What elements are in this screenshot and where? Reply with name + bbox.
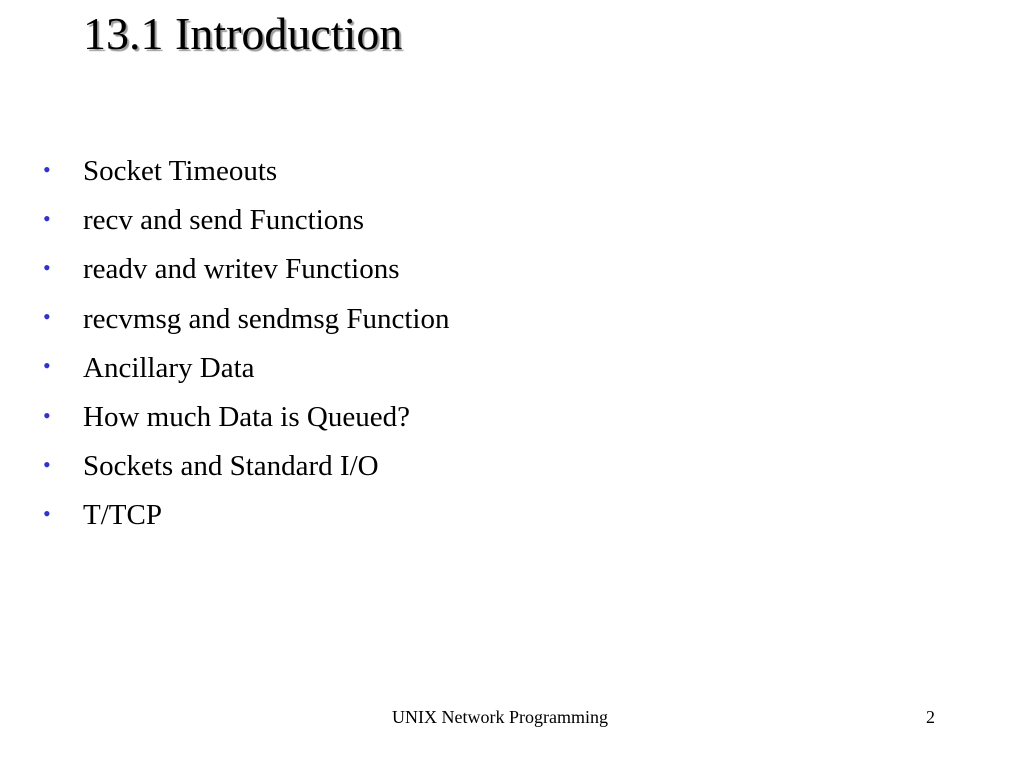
bullet-item xyxy=(43,147,449,196)
bullet-icon: • xyxy=(43,205,51,231)
slide-title: 13.1 Introduction xyxy=(83,8,403,59)
bullet-text: recvmsg and sendmsg Function xyxy=(83,302,450,335)
bullet-text: Socket Timeouts xyxy=(83,155,278,188)
bullet-item xyxy=(43,344,449,393)
bullet-text: How much Data is Queued? xyxy=(83,401,410,434)
bullet-text: Sockets and Standard I/O xyxy=(83,450,379,483)
bullet-icon: • xyxy=(43,353,51,379)
footer-text: UNIX Network Programming xyxy=(392,707,608,727)
bullet-icon: • xyxy=(43,451,51,477)
page-number: 2 xyxy=(926,707,935,727)
bullet-item xyxy=(43,442,449,491)
bullet-icon: • xyxy=(43,500,51,526)
bullet-text: T/TCP xyxy=(83,499,162,532)
bullet-text: recv and send Functions xyxy=(83,204,365,237)
bullet-icon: • xyxy=(43,304,51,330)
bullet-item xyxy=(43,196,449,245)
bullet-icon: • xyxy=(43,254,51,280)
bullet-text: Ancillary Data xyxy=(83,351,255,384)
bullet-item xyxy=(43,491,449,540)
bullet-icon: • xyxy=(43,402,51,428)
bullet-list xyxy=(43,147,449,541)
bullet-icon: • xyxy=(43,156,51,182)
bullet-item xyxy=(43,245,449,294)
bullet-item xyxy=(43,295,449,344)
bullet-item xyxy=(43,393,449,442)
bullet-text: readv and writev Functions xyxy=(83,253,400,286)
